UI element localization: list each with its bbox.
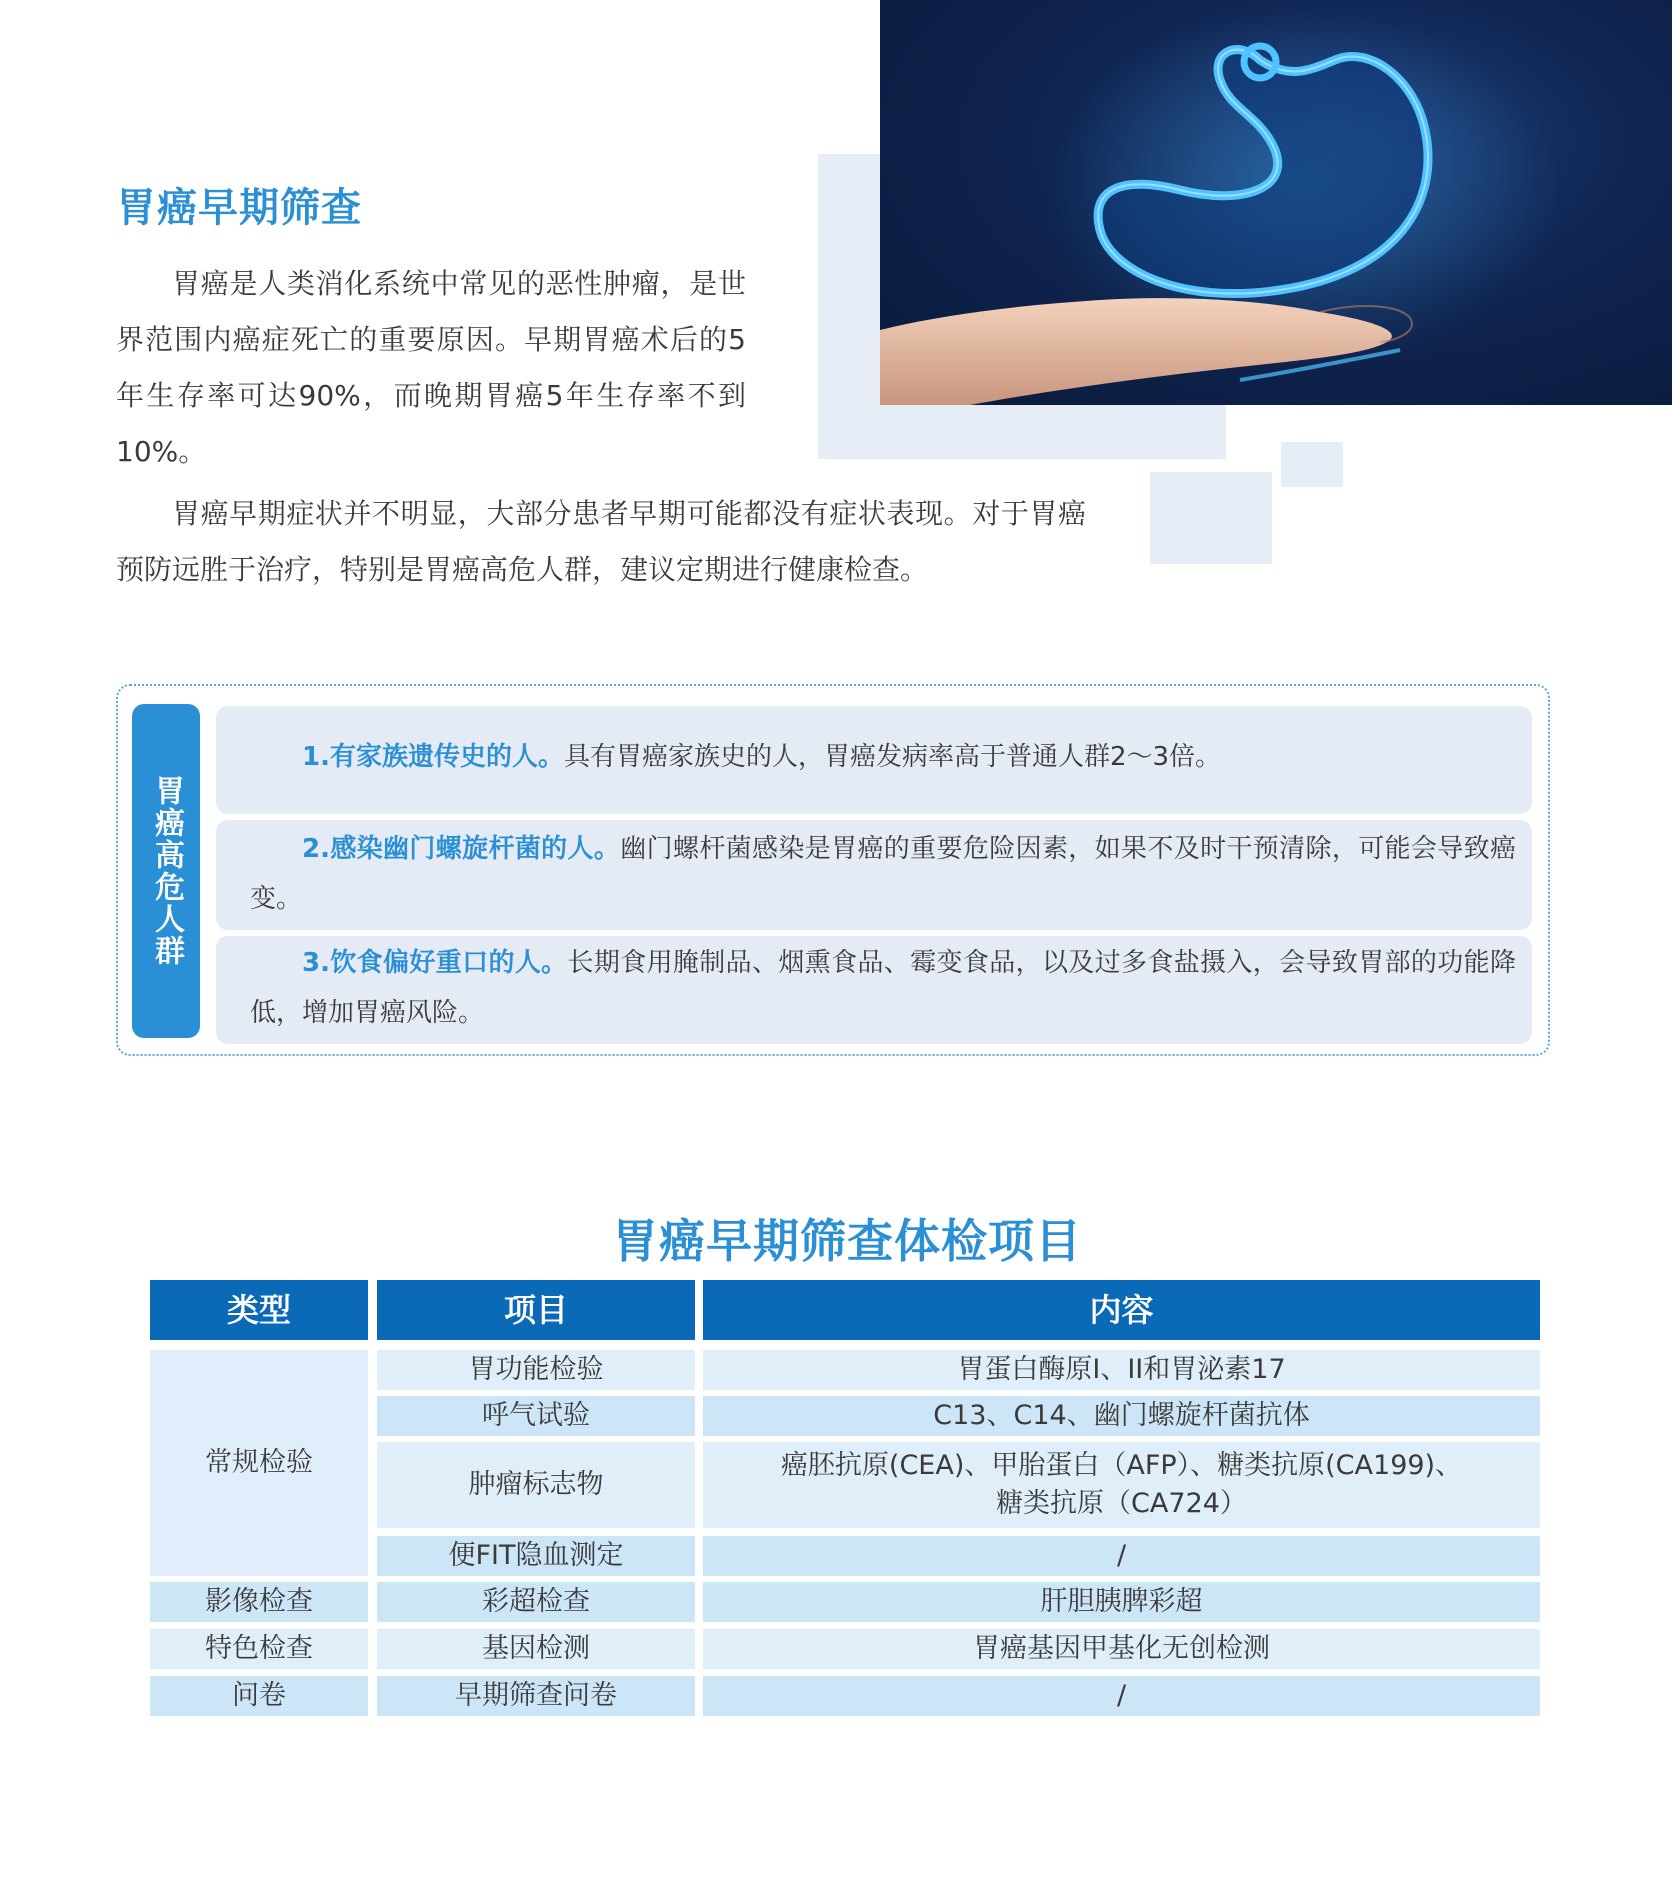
risk-item	[216, 820, 1532, 930]
table-cell-content: C13、C14、幽门螺旋杆菌抗体	[703, 1396, 1540, 1436]
stomach-hand-illustration	[880, 0, 1672, 405]
table-cell-content: /	[703, 1536, 1540, 1576]
table-cell-content-line: 癌胚抗原(CEA)、甲胎蛋白（AFP）、糖类抗原(CA199)、	[780, 1450, 1463, 1481]
table-cell-content	[703, 1442, 1540, 1528]
table-cell-content: 胃蛋白酶原I、II和胃泌素17	[703, 1350, 1540, 1390]
table-cell-type: 问卷	[150, 1676, 368, 1716]
table-cell-content-line: 糖类抗原（CA724）	[996, 1488, 1247, 1519]
risk-item-text: 具有胃癌家族史的人，胃癌发病率高于普通人群2～3倍。	[563, 742, 1222, 772]
risk-item	[216, 936, 1532, 1044]
decorative-square	[1281, 442, 1343, 487]
risk-item-text: 长期食用腌制品、烟熏食品、霉变食品，以及过多食盐摄入，会导致胃部的功能降低，增加胃癌风险。	[250, 948, 1516, 1028]
stomach-icon	[880, 0, 1672, 405]
table-cell-type: 特色检查	[150, 1629, 368, 1669]
table-cell-content: 胃癌基因甲基化无创检测	[703, 1629, 1540, 1669]
risk-item-heading: 2.感染幽门螺旋杆菌的人。	[302, 834, 621, 864]
risk-item	[216, 706, 1532, 814]
table-header-item: 项目	[377, 1280, 695, 1340]
decorative-square	[1150, 472, 1272, 564]
high-risk-group-box	[116, 684, 1550, 1056]
table-cell-item: 早期筛查问卷	[377, 1676, 695, 1716]
table-cell-item: 彩超检查	[377, 1582, 695, 1622]
table-cell-item: 基因检测	[377, 1629, 695, 1669]
table-cell-item: 胃功能检验	[377, 1350, 695, 1390]
intro-paragraph-1: 胃癌是人类消化系统中常见的恶性肿瘤，是世界范围内癌症死亡的重要原因。早期胃癌术后的5年生存率可达90%，而晚期胃癌5年生存率不到10%。	[116, 267, 746, 468]
risk-item-heading: 1.有家族遗传史的人。	[302, 742, 564, 772]
table-header-content: 内容	[703, 1280, 1540, 1340]
page-title: 胃癌早期筛查	[116, 185, 362, 231]
table-cell-type: 影像检查	[150, 1582, 368, 1622]
table-cell-content: 肝胆胰脾彩超	[703, 1582, 1540, 1622]
table-title: 胃癌早期筛查体检项目	[612, 1214, 1082, 1268]
table-cell-type: 常规检验	[150, 1350, 368, 1576]
intro-paragraph-2: 胃癌早期症状并不明显，大部分患者早期可能都没有症状表现。对于胃癌预防远胜于治疗，特别是胃癌高危人群，建议定期进行健康检查。	[116, 497, 1086, 586]
risk-item-text: 幽门螺杆菌感染是胃癌的重要危险因素，如果不及时干预清除，可能会导致癌变。	[250, 834, 1516, 914]
table-header-type: 类型	[150, 1280, 368, 1340]
risk-item-heading: 3.饮食偏好重口的人。	[302, 948, 568, 978]
table-cell-content: /	[703, 1676, 1540, 1716]
high-risk-group-label: 胃癌高危人群	[132, 704, 200, 1038]
table-cell-item: 便FIT隐血测定	[377, 1536, 695, 1576]
table-cell-item: 肿瘤标志物	[377, 1442, 695, 1528]
table-cell-item: 呼气试验	[377, 1396, 695, 1436]
